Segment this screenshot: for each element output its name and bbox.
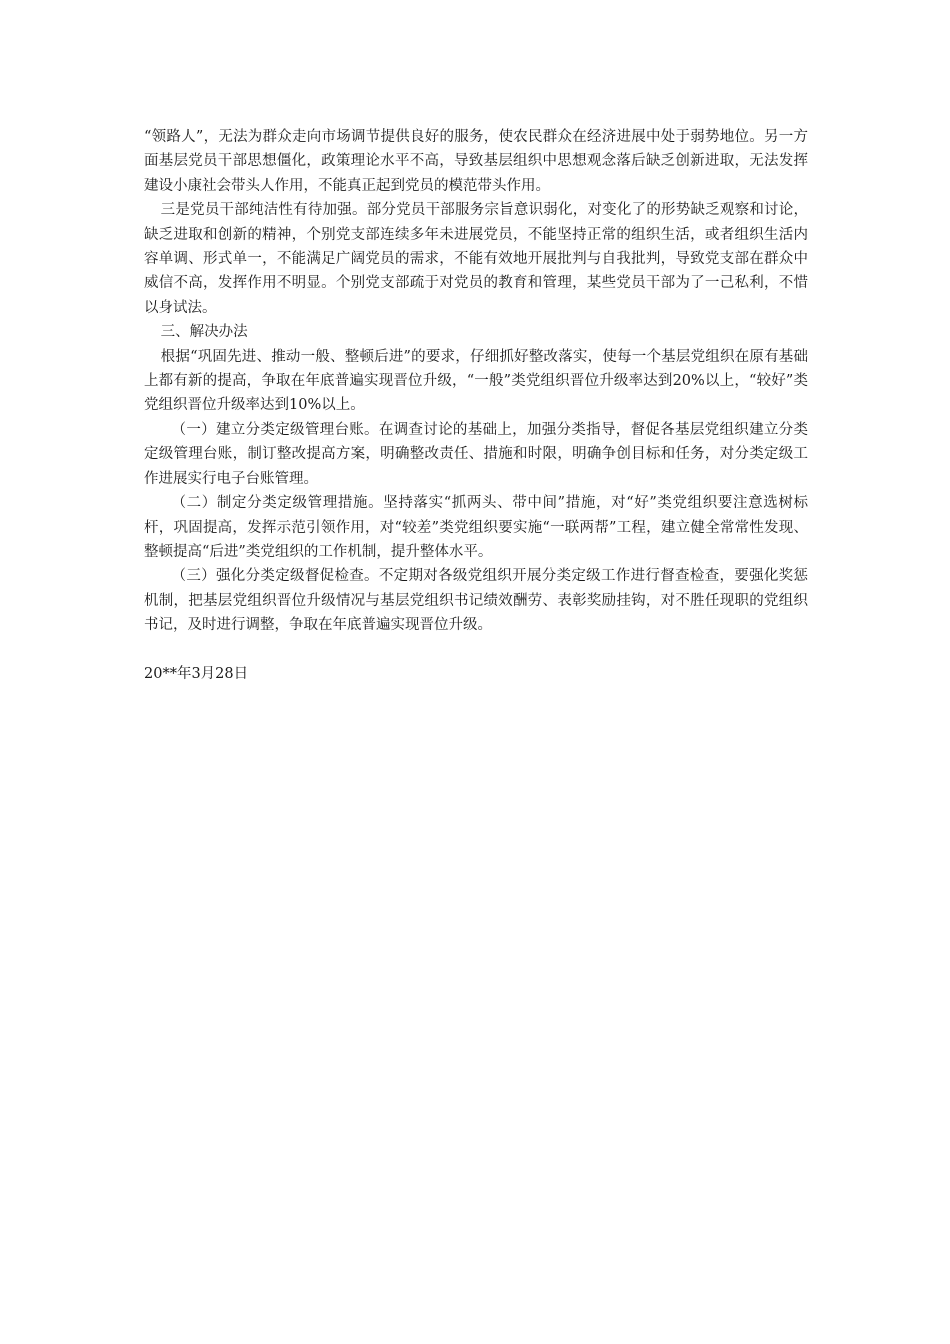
paragraph-continuation: “领路人”，无法为群众走向市场调节提供良好的服务，使农民群众在经济进展中处于弱势地位。另一方面基层党员干部思想僵化，政策理论水平不高，导致基层组织中思想观念落后缺乏创新进取，无法发挥建设小康社会带头人作用，不能真正起到党员的模范带头作用。	[144, 129, 808, 194]
paragraph-party-purity: 三是党员干部纯洁性有待加强。部分党员干部服务宗旨意识弱化，对变化了的形势缺乏观察和讨论，缺乏进取和创新的精神，个别党支部连续多年未进展党员，不能坚持正常的组织生活，或者组织生活内容单调、形式单一，不能满足广阔党员的需求，不能有效地开展批判与自我批判，导致党支部在群众中威信不高，发挥作用不明显。个别党支部疏于对党员的教育和管理，某些党员干部为了一己私利，不惜以身试法。	[144, 202, 808, 316]
document-date: 20**年3月28日	[144, 665, 249, 682]
paragraph-requirements: 根据“巩固先进、推动一般、整顿后进”的要求，仔细抓好整改落实，使每一个基层党组织在原有基础上都有新的提高，争取在年底普遍实现晋位升级，“一般”类党组织晋位升级率达到20%以上，“较好”类党组织晋位升级率达到10%以上。	[144, 348, 808, 414]
section-heading-solutions: 三、解决办法	[160, 324, 248, 341]
paragraph-item-3: （三）强化分类定级督促检查。不定期对各级党组织开展分类定级工作进行督查检查，要强化奖惩机制，把基层党组织晋位升级情况与基层党组织书记绩效酬劳、表彰奖励挂钩，对不胜任现职的党组织书记，及时进行调整，争取在年底普遍实现晋位升级。	[144, 568, 808, 634]
paragraph-item-1: （一）建立分类定级管理台账。在调查讨论的基础上，加强分类指导，督促各基层党组织建立分类定级管理台账，制订整改提高方案，明确整改责任、措施和时限，明确争创目标和任务，对分类定级工作进展实行电子台账管理。	[144, 421, 808, 487]
paragraph-item-2: （二）制定分类定级管理措施。坚持落实“抓两头、带中间”措施，对“好”类党组织要注意选树标杆，巩固提高，发挥示范引领作用，对“较差”类党组织要实施“一联两帮”工程，建立健全常常性发现、整顿提高“后进”类党组织的工作机制，提升整体水平。	[144, 495, 808, 560]
document-body	[144, 125, 808, 686]
